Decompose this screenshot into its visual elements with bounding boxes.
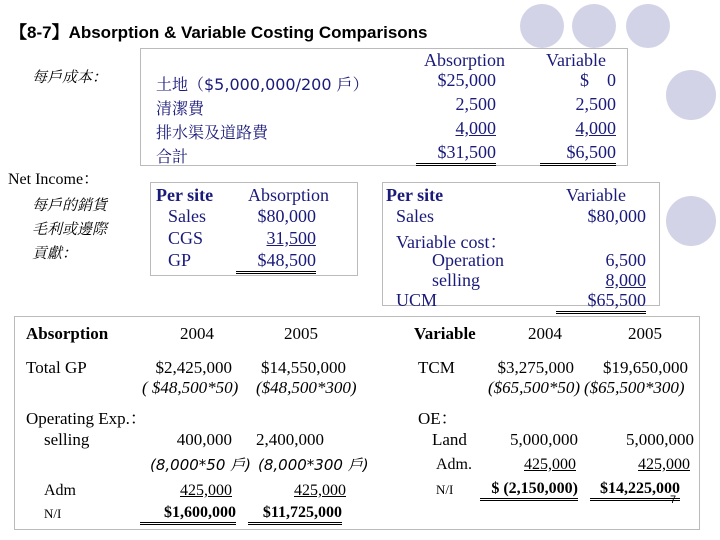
operation-label: Operation [432,250,504,270]
cost-row-label: 土地（$5,000,000/200 戶） [156,75,369,94]
tcm-2005: $19,650,000 [603,358,688,377]
variable-ni-label: N/I [436,482,454,497]
variable-year: 2004 [528,324,562,343]
absorption-header: Absorption [26,324,109,343]
cost-row-absorption: 4,000 [455,118,496,138]
variable-adm-label: Adm. [436,456,472,473]
cost-row-variable: 4,000 [575,118,616,138]
ni-2005: $11,725,000 [248,504,342,525]
page-title: 【8-7】Absorption & Variable Costing Comparisons [10,23,428,42]
cost-row-label: 排水渠及道路費 [156,123,269,142]
variable-ni-2004: $ (2,150,000) [480,480,578,501]
cost-row-absorption: 2,500 [455,94,496,114]
ucm-label: UCM [396,290,438,310]
net-income-label: Net Income： [8,171,100,188]
per-site-row-value: $80,000 [257,206,316,226]
absorption-year: 2004 [180,324,214,343]
adm-2005: 425,000 [294,482,346,499]
selling-2005: 2,400,000 [256,430,324,449]
total-gp-2005: $14,550,000 [261,358,346,377]
col-header-variable: Variable [546,50,606,70]
net-income-note: 毛利或邊際 [32,220,108,238]
land-label: Land [432,430,467,449]
per-site-row-value: $48,500 [236,250,316,274]
decor-circle [666,70,716,120]
tcm-2004: $3,275,000 [497,358,574,377]
page-number: 7 [670,494,677,506]
cost-row-label: 清潔費 [156,99,205,118]
per-site-header: Per site [156,185,214,205]
per-site-row-label: GP [168,250,192,270]
ucm-value: $65,500 [556,290,646,314]
absorption-year: 2005 [284,324,318,343]
sales-label: Sales [396,206,434,226]
per-site-header-variable: Variable [566,185,626,205]
variable-adm-2005: 425,000 [638,456,690,473]
total-gp-2004: $2,425,000 [155,358,232,377]
per-site-row-value: 31,500 [266,228,316,248]
land-2004: 5,000,000 [510,430,578,449]
selling-label: selling [44,430,90,449]
adm-2004: 425,000 [180,482,232,499]
variable-header: Variable [414,324,476,343]
variable-ni-2005: $14,225,000 [590,480,680,501]
variable-adm-2004: 425,000 [524,456,576,473]
cost-row-absorption: $31,500 [416,142,496,166]
total-gp-calc-2005: ($48,500*300) [256,378,357,397]
sales-value: $80,000 [587,206,646,226]
cost-row-variable: 2,500 [575,94,616,114]
total-gp-label: Total GP [26,358,87,377]
cost-row-variable: $6,500 [540,142,616,166]
adm-label: Adm [44,482,76,499]
tcm-label: TCM [418,358,455,377]
decor-circle [520,4,564,48]
per-unit-cost-label: 每戶成本： [32,68,108,86]
ni-label: N/I [44,506,62,521]
decor-circle [572,4,616,48]
land-2005: 5,000,000 [626,430,694,449]
selling-calc-2004: (8,000*50 戶) [150,456,252,474]
net-income-note: 貢獻： [32,244,78,262]
decor-circle [626,4,670,48]
cost-row-absorption: $25,000 [437,70,496,90]
per-site-row-label: Sales [168,206,206,226]
operating-exp-label: Operating Exp.： [26,409,147,428]
per-site-header-absorption: Absorption [248,185,329,205]
oe-label: OE： [418,409,458,428]
ni-2004: $1,600,000 [140,504,236,525]
variable-cost-label: Variable cost： [396,232,508,252]
cost-row-variable: $ 0 [580,70,616,90]
tcm-calc-2005: ($65,500*300) [584,378,685,397]
selling-calc-2005: (8,000*300 戶) [258,456,369,474]
per-site-header: Per site [386,185,444,205]
net-income-note: 每戶的銷貨 [32,196,108,214]
selling-2004: 400,000 [176,430,232,449]
cost-row-label: 合計 [156,147,189,166]
variable-year: 2005 [628,324,662,343]
total-gp-calc-2004: ( $48,500*50) [142,378,239,397]
decor-circle [666,196,716,246]
col-header-absorption: Absorption [424,50,505,70]
operation-value: 6,500 [605,250,646,270]
selling-value: 8,000 [605,270,646,290]
selling-label: selling [432,270,480,290]
per-site-row-label: CGS [168,228,204,248]
tcm-calc-2004: ($65,500*50) [488,378,581,397]
